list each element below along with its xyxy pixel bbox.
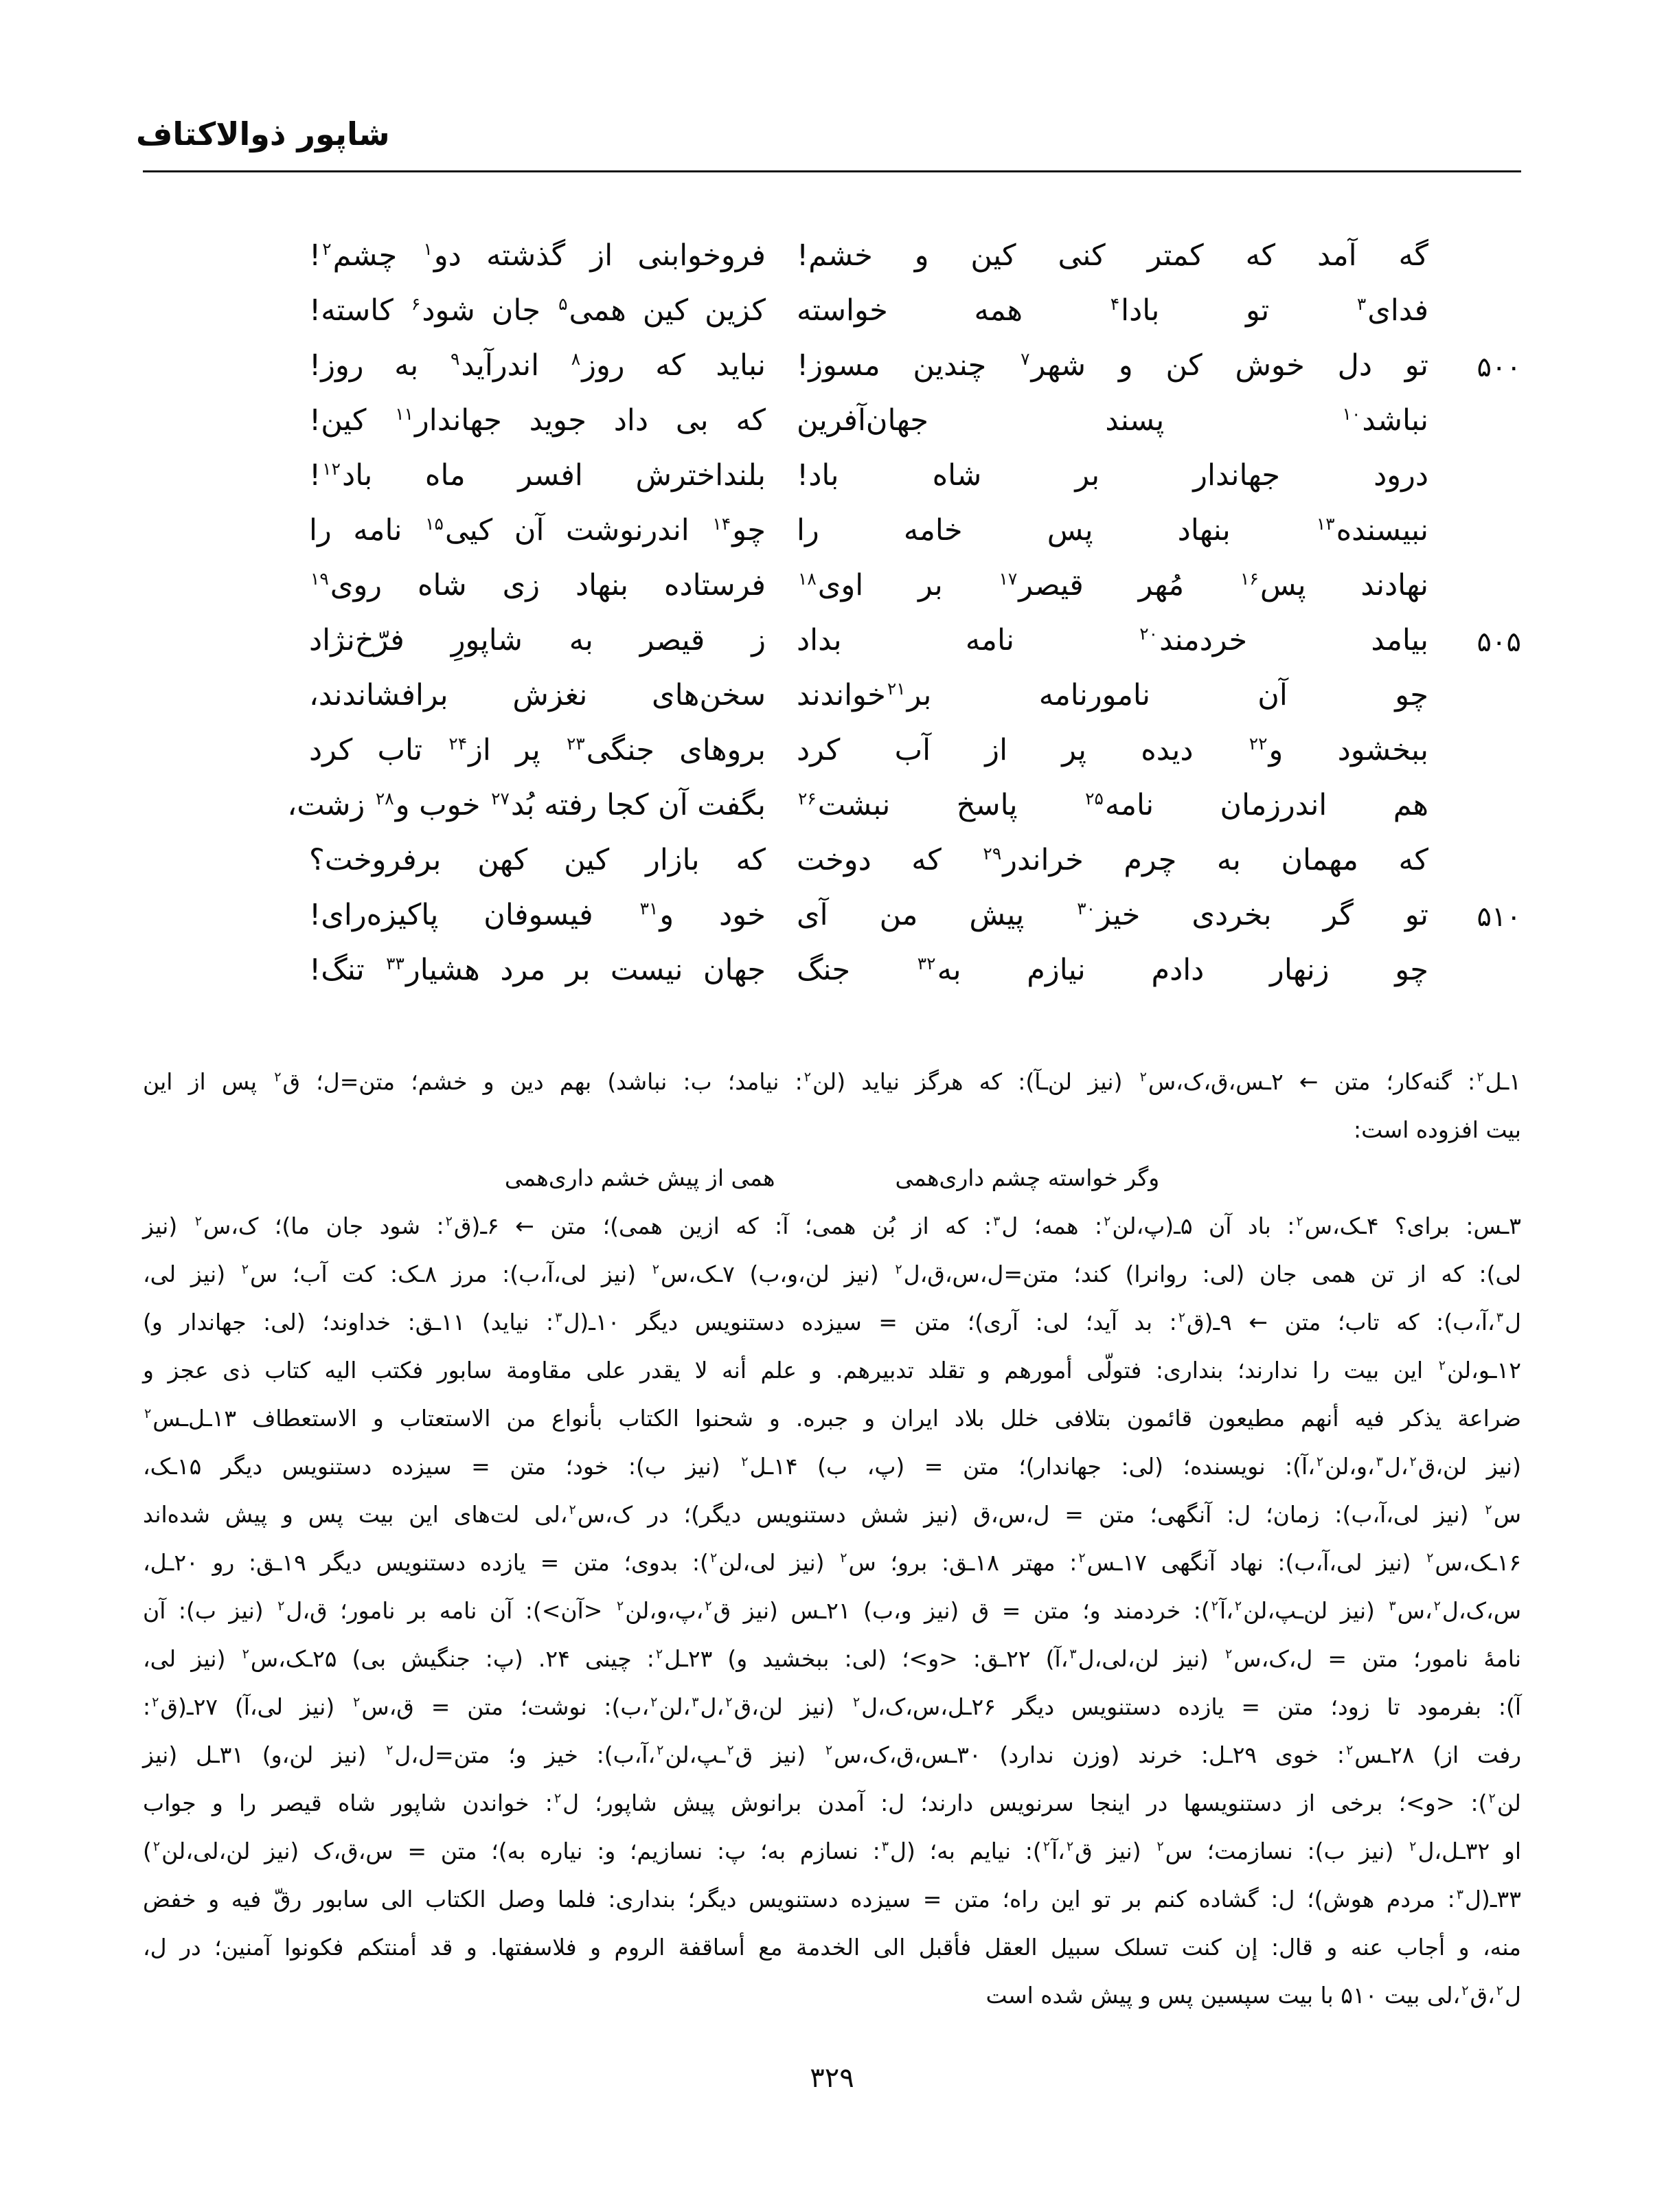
verse-number [1459,528,1521,532]
footnote-line: س$^۲$ (نیز لی،آ،ب): زمان؛ ل: آنگهی؛ متن = ل،س،ق (نیز شش دستنویس دیگر)؛ در ک،س$^۲$،لی لت‌های این بیت پس و پیش شده‌اند [143,1501,1521,1528]
footnote-line: نامهٔ نامور؛ متن = ل،ک،س$^۲$ (نیز لن،لی،ل$^۳$،آ) ۲۲ـق: <و>؛ (لی: ببخشید و) ۲۳ـل$^۲$: چینی ۲۴. (پ: جنگیش بی) ۲۵ـک،س$^۲$ (نیز لی، [143,1645,1522,1672]
footnote-line: بیت افزوده است: [1354,1116,1521,1143]
hemistich-second: بروهای جنگی$^{۲۳}$ پر از$^{۲۴}$ تاب کرد [309,733,766,767]
poem-section [287,228,1521,997]
hemistich-second: کزین کین همی$^۵$ جان شود$^۶$ کاسته! [309,293,766,328]
hemistich-second: نباید که روز$^۸$ اندرآید$^۹$ به روز! [309,348,766,383]
footnote-line: منه، و أجاب عنه و قال: إن کنت تسلک سبیل العقل فأقبل الی الخدمة مع أساقفة الروم و فلاسفتها. و قد أمنتکم فکونوا آمنین؛ در ل، [143,1934,1521,1961]
footnote-line: رفت از) ۲۸ـس$^۲$: خوی ۲۹ـل: خرند (وزن ندارد) ۳۰ـس،ق،ک،س$^۲$ (نیز ق$^۲$ـپ،لن$^۲$،آ،ب): خیز و؛ متن=ل،ل$^۲$ (نیز لن،و) ۳۱ـل (نیز [143,1741,1522,1768]
added-verse-hemistich-first: وگر خواسته چشم داری‌همی [895,1164,1160,1191]
verse-number [1459,418,1521,422]
hemistich-first: که مهمان به چرم خراندر$^{۲۹}$ که دوخت [797,843,1428,877]
verse-number [1459,858,1521,862]
hemistich-first: چو زنهار دادم نیازم به$^{۳۲}$ جنگ [797,953,1428,987]
verse-row [309,668,1521,723]
hemistich-first: فدای$^۳$ تو بادا$^۴$ همه خواسته [797,293,1428,328]
verse-row [309,943,1521,997]
hemistich-first: بیامد خردمند$^{۲۰}$ نامه بداد [797,623,1428,657]
verse-number [1459,748,1521,752]
verse-number [1459,693,1521,697]
hemistich-second: که بی داد جوید جهاندار$^{۱۱}$ کین! [309,403,766,438]
verse-row [309,228,1521,283]
verse-row [309,833,1521,888]
hemistich-first: نباشد$^{۱۰}$ پسند جهان‌آفرین [797,403,1428,438]
footnote-line: (نیز لن،ق$^۲$،ل$^۳$،و،لن$^۲$،آ): نویسنده؛ (لی: جهاندار)؛ متن = (پ، ب) ۱۴ـل$^۲$ (نیز ب): خود؛ متن = سیزده دستنویس دیگر ۱۵ـک، [143,1453,1521,1480]
verse-row [309,723,1521,778]
hemistich-second: بلنداخترش افسر ماه باد$^{۱۲}$! [309,458,766,493]
hemistich-second: خود و$^{۳۱}$ فیسوفان پاکیزه‌رای! [309,898,766,932]
footnote-line: لن$^۲$): <و>؛ برخی از دستنویسها در اینجا سرنویس دارند؛ ل: آمدن برانوش پیش شاپور؛ ل$^۲$: خواندن شاپور شاه قیصر را و جواب [143,1790,1521,1816]
verse-row [309,393,1521,448]
verse-number: ۵۰۵ [1477,627,1521,658]
hemistich-first: تو گر بخردی خیز$^{۳۰}$ پیش من آی [797,898,1429,932]
running-title: شاپور ذوالاکتاف [136,115,390,153]
hemistich-first: گه آمد که کمتر کنی کین و خشم! [797,238,1428,273]
verse-row [287,778,1521,833]
verse-row [309,558,1521,613]
footnote-line: ۳ـس: برای؟ ۴ـک،س$^۲$: باد آن ۵ـ(پ،لن$^۲$: همه؛ ل$^۳$: که از بُن همی؛ آ: که ازین همی)؛ متن ← ۶ـ(ق$^۲$: شود جان ما)؛ ک،س$^۲$ (نیز [143,1212,1521,1239]
hemistich-first: نهادند پس$^{۱۶}$ مُهر قیصر$^{۱۷}$ بر اوی$^{۱۸}$ [798,568,1428,602]
verse-row [309,338,1521,393]
footnote-line: لی): که از تن همی جان (لی: روانرا) کند؛ متن=ل،س،ق،ل$^۲$ (نیز لن،و،ب) ۷ـک،س$^۲$ (نیز لی،آ،ب): مرز ۸ـک: کت آب؛ س$^۲$ (نیز لی، [143,1261,1522,1287]
footnotes-section [143,1058,1521,2020]
hemistich-second: جهان نیست بر مرد هشیار$^{۳۳}$ تنگ! [309,953,766,987]
verse-row [309,613,1521,668]
hemistich-second: فرستاده بنهاد زی شاه روی$^{۱۹}$ [310,568,766,602]
hemistich-first: چو آن نامورنامه بر$^{۲۱}$خواندند [797,678,1428,712]
footnote-line: ۱۲ـو،لن$^۲$ این بیت را ندارند؛ بنداری: فتولّی أمورهم و تقلد تدبیرهم. و علم أنه لا یقدر علی مقاومة سابور فکتب الیه کتاب ذی عجز و [143,1357,1521,1384]
hemistich-second: که بازار کین کهن برفروخت؟ [309,843,766,877]
hemistich-second: بگفت آن کجا رفته بُد$^{۲۷}$ خوب و$^{۲۸}$ زشت، [287,788,766,822]
hemistich-second: فروخوابنی از گذشته دو$^۱$ چشم$^۲$! [309,238,766,273]
verse-number [1459,803,1521,807]
hemistich-second: ز قیصر به شاپورِ فرّخ‌نژاد [309,623,766,657]
header-rule [143,170,1521,172]
footnote-line: ضراعة یذکر فیه أنهم مطیعون قائمون بتلافی خلل بلاد ایران و جبره. و شحنوا الکتاب بأنواع من الاستعتاب و الاستعطاف ۱۳ـل‌ـس$^۲$ [144,1405,1521,1432]
verse-number [1459,308,1521,313]
footnote-line: ۱۶ـک،س$^۲$ (نیز لی،آ،ب): نهاد آنگهی ۱۷ـس$^۲$: مهتر ۱۸ـق: برو؛ س$^۲$ (نیز لی،لن$^۲$): بدوی؛ متن = یازده دستنویس دیگر ۱۹ـق: رو ۲۰ـل، [143,1549,1522,1576]
footnote-line: ۳۳ـ(ل$^۳$: مردم هوش)؛ ل: گشاده کنم بر تو این راه؛ متن = سیزده دستنویس دیگر؛ بنداری: فلما وصل الکتاب الی سابور رقّ فیه و خفض [143,1886,1521,1912]
hemistich-second: چو$^{۱۴}$ اندرنوشت آن کیی$^{۱۵}$ نامه را [309,513,766,548]
verse-number: ۵۱۰ [1477,901,1521,933]
verse-row [309,448,1521,503]
verse-row [309,888,1521,943]
verse-number [1459,968,1521,972]
hemistich-first: نبیسنده$^{۱۳}$ بنهاد پس خامه را [797,513,1428,548]
hemistich-first: درود جهاندار بر شاه باد! [797,458,1428,493]
footnote-line: ل$^۳$،آ،ب): که تاب؛ متن ← ۹ـ(ق$^۲$: بد آید؛ لی: آری)؛ متن = سیزده دستنویس دیگر ۱۰ـ(ل$^۳$: نیاید) ۱۱ـق: خداوند؛ (لی: جهاندار و) [143,1309,1521,1335]
page-number: ۳۲۹ [810,2062,854,2094]
added-verse-line [143,1154,1521,1202]
hemistich-first: تو دل خوش کن و شهر$^۷$ چندین مسوز! [797,348,1428,383]
hemistich-second: سخن‌های نغزش برافشاندند، [309,678,766,712]
footnote-line: او ۳۲ـل،ل$^۲$ (نیز ب): نسازمت؛ س$^۲$ (نیز ق$^۲$،آ$^۲$): نیایم به؛ (ل$^۳$: نسازم به؛ پ: نسازیم؛ و: نیاره به)؛ متن = س،ق،ک (نیز لن،لی،لن$^۲$) [143,1838,1521,1864]
footnote-line: س،ک،ل$^۲$،س$^۳$ (نیز لن‌ـپ،لن$^۲$،آ$^۲$): خردمند و؛ متن = ق (نیز و،ب) ۲۱ـس (نیز ق$^۲$،پ،و،لن$^۲$ <آن>): آن نامه بر نامور؛ ق،ل$^۲$ (نیز ب): آن [143,1597,1521,1624]
verse-row [309,503,1521,558]
verse-number [1459,583,1521,587]
footnote-line: ۱ـل$^۲$: گنه‌کار؛ متن ← ۲ـس،ق،ک،س$^۲$ (نیز لن‌ـآ): که هرگز نیاید (لن$^۲$: نیامد؛ ب: نباشد) بهم دین و خشم؛ متن=ل؛ ق$^۲$ پس از این [143,1068,1521,1095]
hemistich-first: ببخشود و$^{۲۲}$ دیده پر از آب کرد [797,733,1428,767]
hemistich-first: هم اندرزمان نامه$^{۲۵}$ پاسخ نبشت$^{۲۶}$ [798,788,1429,822]
footnote-line: ل$^۲$،ق$^۲$،لی بیت ۵۱۰ با بیت سپسین پس و پیش شده است [985,1982,1521,2009]
verse-row [309,283,1521,338]
verse-number: ۵۰۰ [1477,352,1521,383]
verse-number [1459,473,1521,477]
verse-number [1459,253,1521,258]
added-verse-hemistich-second: همی از پیش خشم داری‌همی [504,1164,775,1191]
footnote-line: آ): بفرمود تا زود؛ متن = یازده دستنویس دیگر ۲۶ـل،س،ک،ل$^۲$ (نیز لن،ق$^۲$،ل$^۳$،لن$^۲$،ب): نوشت؛ متن = ق،س$^۲$ (نیز لی،آ) ۲۷ـ(ق$^۲$: [143,1693,1522,1720]
